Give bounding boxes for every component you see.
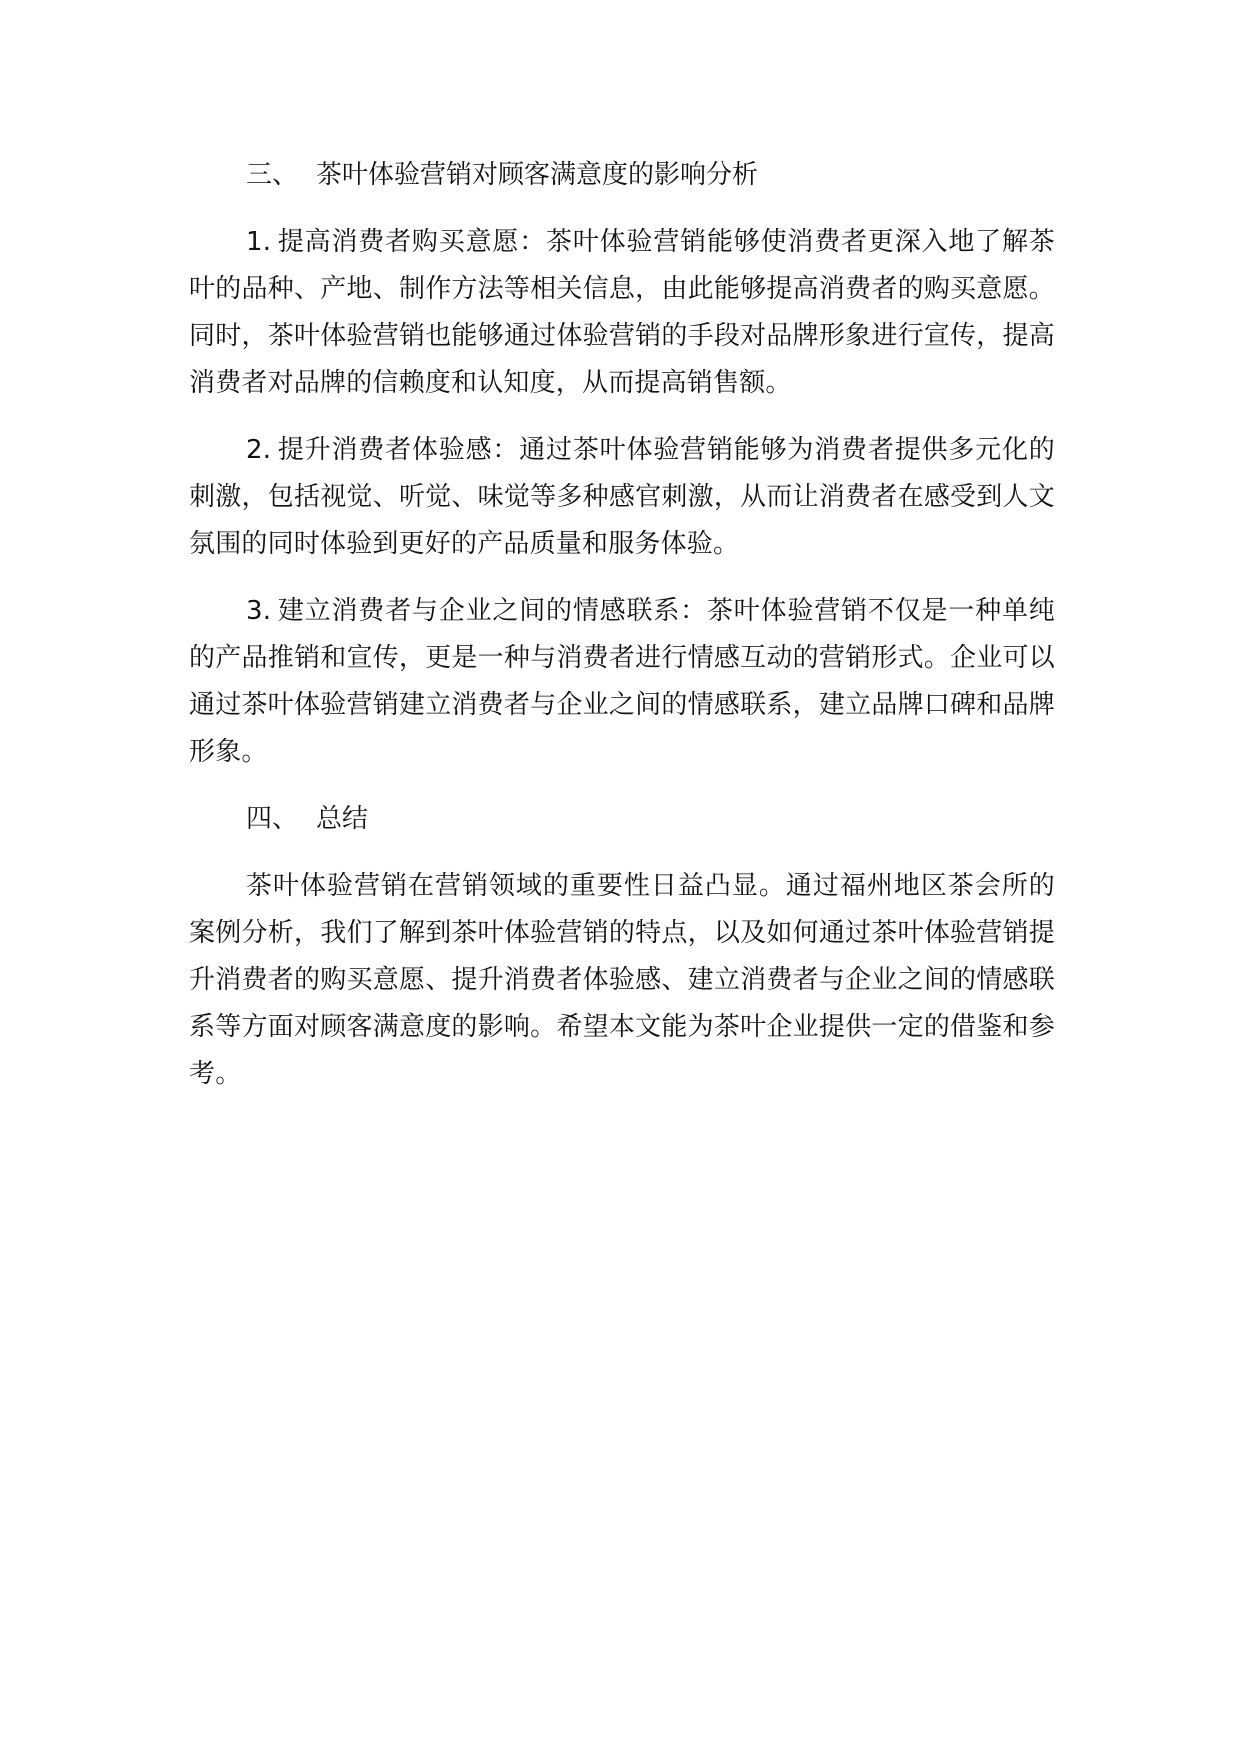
document-body <box>189 152 1055 1118</box>
conclusion-paragraph: 茶叶体验营销在营销领域的重要性日益凸显。通过福州地区茶会所的案例分析，我们了解到茶叶体验营销的特点，以及如何通过茶叶体验营销提升消费者的购买意愿、提升消费者体验感、建立消费者与企业之间的情感联系等方面对顾客满意度的影响。希望本文能为茶叶企业提供一定的借鉴和参考。 <box>189 871 1055 1089</box>
section-number: 三、 <box>246 160 299 190</box>
item-number: 1. <box>246 227 272 257</box>
list-item-2 <box>189 427 1055 568</box>
section-title: 总结 <box>316 804 369 834</box>
item-text: 建立消费者与企业之间的情感联系：茶叶体验营销不仅是一种单纯的产品推销和宣传，更是一种与消费者进行情感互动的营销形式。企业可以通过茶叶体验营销建立消费者与企业之间的情感联系，建立品牌口碑和品牌形象。 <box>189 596 1055 767</box>
item-number: 2. <box>246 435 272 465</box>
item-number: 3. <box>246 596 272 626</box>
section-number: 四、 <box>246 804 299 834</box>
list-item-1 <box>189 219 1055 407</box>
section-title: 茶叶体验营销对顾客满意度的影响分析 <box>316 160 759 190</box>
list-item-3 <box>189 588 1055 776</box>
item-text: 提升消费者体验感：通过茶叶体验营销能够为消费者提供多元化的刺激，包括视觉、听觉、味觉等多种感官刺激，从而让消费者在感受到人文氛围的同时体验到更好的产品质量和服务体验。 <box>189 435 1055 559</box>
section-heading-4 <box>189 796 1055 843</box>
section-heading-3 <box>189 152 1055 199</box>
item-text: 提高消费者购买意愿：茶叶体验营销能够使消费者更深入地了解茶叶的品种、产地、制作方法等相关信息，由此能够提高消费者的购买意愿。同时，茶叶体验营销也能够通过体验营销的手段对品牌形象进行宣传，提高消费者对品牌的信赖度和认知度，从而提高销售额。 <box>189 227 1055 398</box>
